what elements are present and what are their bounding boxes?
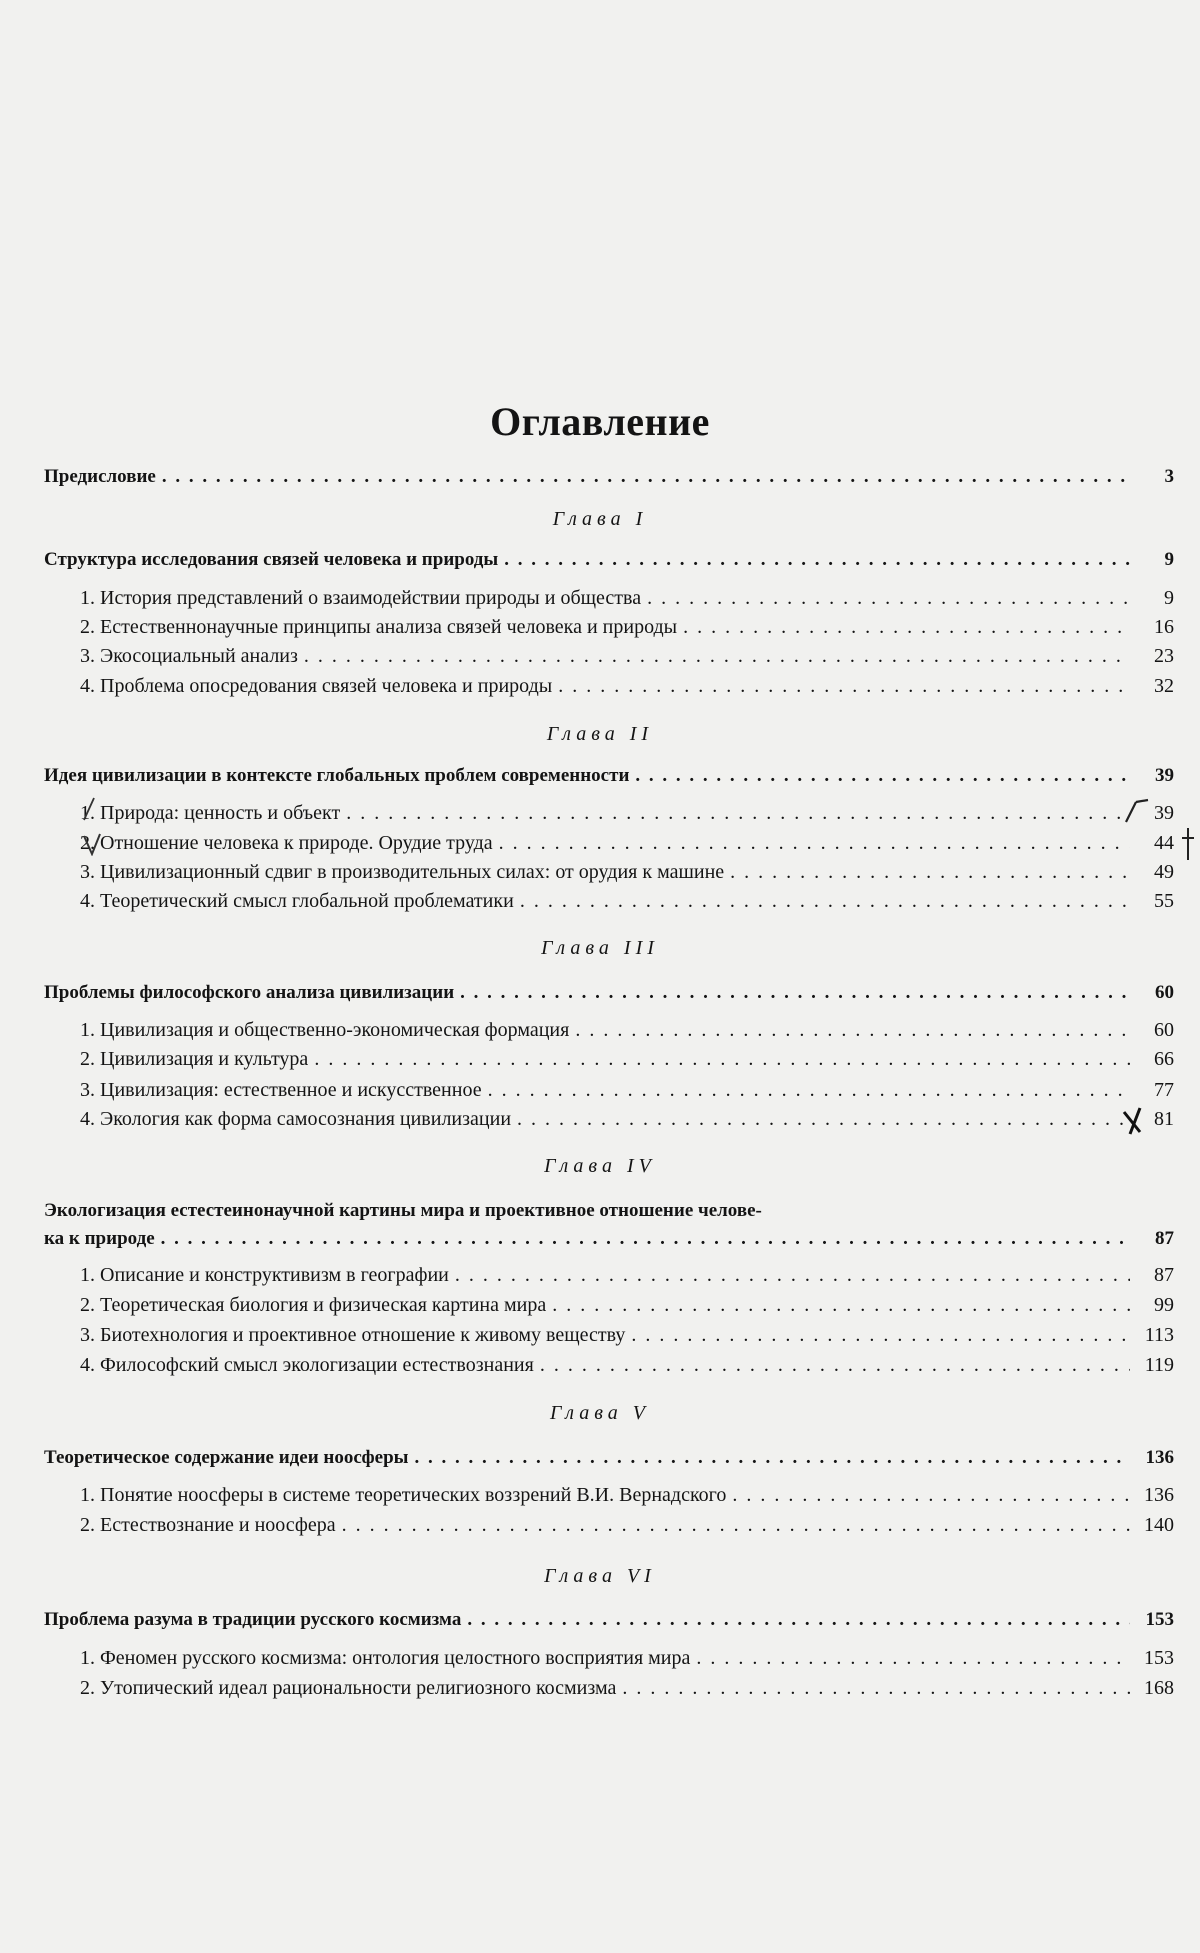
toc-entry-section (80, 830, 1174, 856)
page-number: 60 (1154, 1019, 1174, 1041)
dot-leader (631, 1322, 1130, 1348)
toc-entry-section (80, 1046, 1174, 1072)
chapter-heading: Глава VI (544, 1565, 656, 1587)
toc-entry-section (80, 888, 1174, 914)
toc-entry-section (80, 1352, 1174, 1378)
page-number: 140 (1144, 1514, 1174, 1536)
toc-entry-chapter (44, 980, 1174, 1006)
entry-label: 1. Понятие ноосферы в системе теоретических воззрений В.И. Вернадского (80, 1484, 727, 1506)
dot-leader (504, 547, 1130, 573)
dot-leader (467, 1607, 1130, 1633)
entry-label: 1. Природа: ценность и объект (80, 802, 341, 824)
page-number: 136 (1145, 1447, 1174, 1468)
toc-entry-chapter (44, 547, 1174, 573)
page-number: 87 (1154, 1264, 1174, 1286)
dot-leader (499, 830, 1130, 856)
page-number: 60 (1155, 982, 1174, 1003)
dot-leader (540, 1352, 1130, 1378)
dot-leader (455, 1262, 1130, 1288)
entry-label: 2. Естественнонаучные принципы анализа связей человека и природы (80, 616, 678, 638)
page-number: 81 (1154, 1108, 1174, 1130)
dot-leader (162, 464, 1130, 490)
page-number: 16 (1154, 616, 1174, 638)
page-number: 66 (1154, 1048, 1174, 1070)
page-number: 153 (1144, 1647, 1174, 1669)
pen-tick-mark (82, 832, 102, 856)
pen-tick-mark (82, 796, 96, 822)
entry-label: Теоретическое содержание идеи ноосферы (44, 1447, 409, 1468)
entry-label: 4. Экология как форма самосознания цивилизации (80, 1108, 512, 1130)
toc-entry-section (80, 1645, 1174, 1671)
pen-tick-mark (1122, 796, 1152, 826)
page-number: 55 (1154, 890, 1174, 912)
toc-entry-section (80, 1106, 1174, 1132)
entry-label: 1. Описание и конструктивизм в географии (80, 1264, 449, 1286)
entry-label: 2. Цивилизация и культура (80, 1048, 309, 1070)
page-number: 3 (1164, 466, 1174, 487)
page-number: 113 (1144, 1324, 1174, 1346)
chapter-heading: Глава I (552, 508, 648, 530)
entry-label: 4. Теоретический смысл глобальной проблематики (80, 890, 514, 912)
page-number: 77 (1154, 1079, 1174, 1101)
toc-entry-section (80, 1262, 1174, 1288)
dot-leader (622, 1675, 1130, 1701)
chapter-heading: Глава IV (544, 1155, 656, 1177)
page-number: 136 (1144, 1484, 1174, 1506)
dot-leader (696, 1645, 1130, 1671)
entry-label: 2. Утопический идеал рациональности религиозного космизма (80, 1677, 617, 1699)
toc-entry-section (80, 859, 1174, 885)
page-number: 87 (1155, 1228, 1174, 1249)
entry-label: Проблема разума в традиции русского космизма (44, 1609, 462, 1630)
dot-leader (558, 673, 1130, 699)
page-number: 49 (1154, 861, 1174, 883)
entry-label: 3. Цивилизация: естественное и искусственное (80, 1079, 482, 1101)
toc-entry-preface (44, 464, 1174, 490)
page-number: 99 (1154, 1294, 1174, 1316)
entry-label: 2. Естествознание и ноосфера (80, 1514, 336, 1536)
dot-leader (730, 859, 1130, 885)
entry-label: 4. Проблема опосредования связей человека и природы (80, 675, 553, 697)
chapter-heading: Глава II (546, 723, 654, 745)
page-number: 39 (1154, 802, 1174, 824)
dot-leader (647, 585, 1130, 611)
entry-label: 1. История представлений о взаимодействии природы и общества (80, 587, 642, 609)
entry-label: Структура исследования связей человека и природы (44, 549, 499, 570)
dot-leader (575, 1017, 1130, 1043)
entry-label: Идея цивилизации в контексте глобальных проблем современности (44, 765, 630, 786)
entry-label: Предисловие (44, 466, 156, 487)
toc-entry-section (80, 1482, 1174, 1508)
entry-label: 2. Отношение человека к природе. Орудие труда (80, 832, 493, 854)
dot-leader (683, 614, 1130, 640)
toc-entry-chapter (44, 1445, 1174, 1471)
toc-entry-section (80, 1512, 1174, 1538)
toc-entry-section (80, 614, 1174, 640)
entry-label: 4. Философский смысл экологизации естествознания (80, 1354, 534, 1376)
toc-entry-chapter (44, 1226, 1174, 1252)
pen-cross-mark (1180, 826, 1196, 862)
dot-leader (552, 1292, 1130, 1318)
page-number: 119 (1144, 1354, 1174, 1376)
page-number: 168 (1144, 1677, 1174, 1699)
dot-leader (520, 888, 1130, 914)
dot-leader (517, 1106, 1130, 1132)
entry-label: 2. Теоретическая биология и физическая картина мира (80, 1294, 547, 1316)
dot-leader (732, 1482, 1130, 1508)
dot-leader (635, 763, 1130, 789)
entry-label: 1. Цивилизация и общественно-экономическая формация (80, 1019, 570, 1041)
dot-leader (346, 800, 1130, 826)
page-number: 44 (1154, 832, 1174, 854)
toc-entry-section (80, 673, 1174, 699)
page-number: 9 (1164, 587, 1174, 609)
toc-entry-section (80, 1077, 1174, 1103)
entry-label: 3. Экосоциальный анализ (80, 645, 298, 667)
entry-label: ка к природе (44, 1228, 155, 1249)
dot-leader (415, 1445, 1130, 1471)
toc-entry-section (80, 1292, 1174, 1318)
page-number: 39 (1155, 765, 1174, 786)
dot-leader (460, 980, 1130, 1006)
toc-entry-section (80, 800, 1174, 826)
dot-leader (314, 1046, 1130, 1072)
page-title: Оглавление (490, 399, 710, 444)
dot-leader (342, 1512, 1130, 1538)
toc-entry-section (80, 1017, 1174, 1043)
chapter-title-line: Экологизация естестеинонаучной картины мира и проективное отношение челове- (44, 1200, 762, 1221)
chapter-heading: Глава V (549, 1402, 651, 1424)
page-number: 153 (1145, 1609, 1174, 1630)
dot-leader (488, 1077, 1130, 1103)
entry-label: 3. Биотехнология и проективное отношение к живому веществу (80, 1324, 626, 1346)
dot-leader (304, 643, 1130, 669)
toc-entry-section (80, 643, 1174, 669)
entry-label: 1. Феномен русского космизма: онтология целостного восприятия мира (80, 1647, 691, 1669)
dot-leader (161, 1226, 1130, 1252)
toc-entry-chapter (44, 763, 1174, 789)
toc-entry-chapter (44, 1607, 1174, 1633)
page-number: 32 (1154, 675, 1174, 697)
entry-label: 3. Цивилизационный сдвиг в производительных силах: от орудия к машине (80, 861, 725, 883)
toc-entry-section (80, 1675, 1174, 1701)
chapter-heading: Глава III (541, 937, 659, 959)
page-number: 9 (1164, 549, 1174, 570)
entry-label: Проблемы философского анализа цивилизации (44, 982, 455, 1003)
toc-entry-section (80, 585, 1174, 611)
pen-tick-mark (1120, 1104, 1146, 1138)
page-number: 23 (1154, 645, 1174, 667)
toc-entry-section (80, 1322, 1174, 1348)
